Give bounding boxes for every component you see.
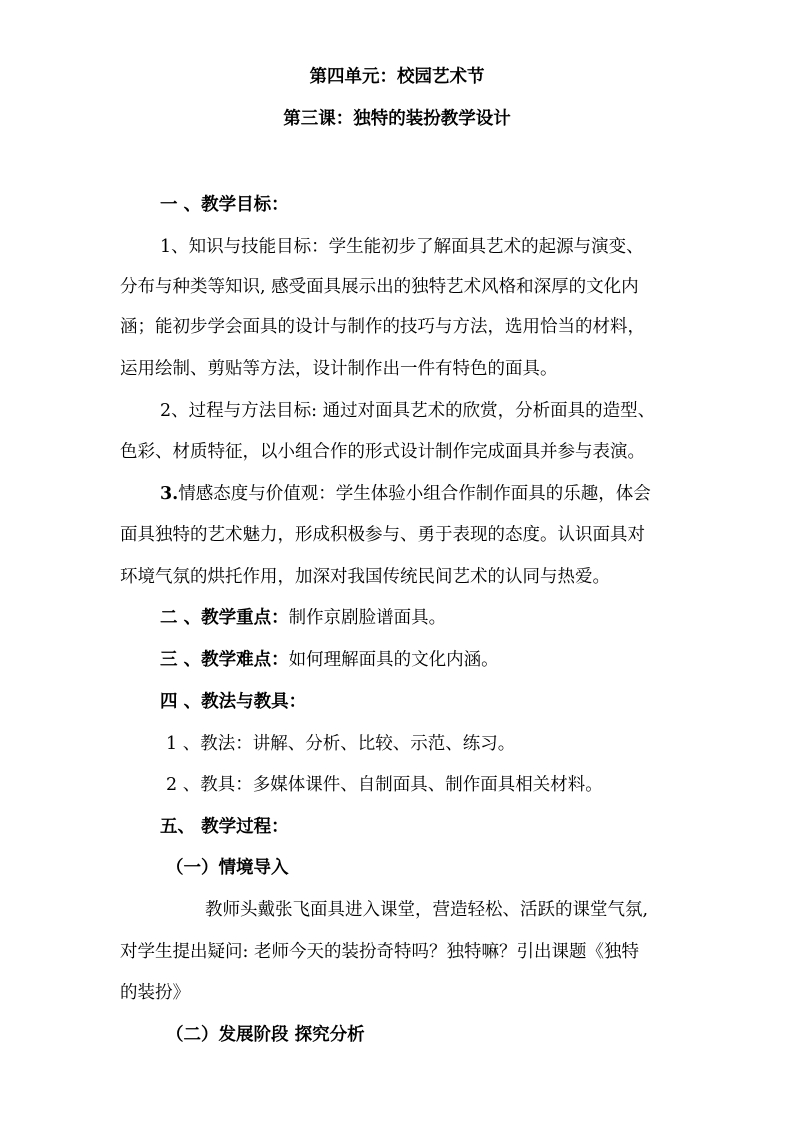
goal-1-line-2: 分布与种类等知识, 感受面具展示出的独特艺术风格和深厚的文化内 xyxy=(120,277,639,297)
goal-1-line-1: 1、知识与技能目标：学生能初步了解面具艺术的起源与演变、 xyxy=(160,237,644,257)
methods-item-1: 1 、教法：讲解、分析、比较、示范、练习。 xyxy=(166,734,516,754)
process-para-line-1: 教师头戴张飞面具进入课堂，营造轻松、活跃的课堂气氛, xyxy=(205,900,649,920)
goal-1-line-4: 运用绘制、剪贴等方法，设计制作出一件有特色的面具。 xyxy=(120,359,558,379)
goal-2-line-1: 2、过程与方法目标: 通过对面具艺术的欣赏，分析面具的造型、 xyxy=(160,401,656,421)
process-sub-heading-1: （一）情境导入 xyxy=(166,858,289,878)
key-point-heading: 二 、教学重点： xyxy=(160,608,289,628)
goal-3-line-3: 环境气氛的烘托作用，加深对我国传统民间艺术的认同与热爱。 xyxy=(120,567,610,587)
process-para-line-2: 对学生提出疑问: 老师今天的装扮奇特吗？独特嘛？引出课题《独特 xyxy=(120,942,639,962)
difficulty-text: 如何理解面具的文化内涵。 xyxy=(288,650,499,670)
process-para-line-3: 的装扮》 xyxy=(120,983,190,1003)
goal-3-line-1 xyxy=(160,482,651,506)
key-point-line xyxy=(160,606,446,630)
process-sub-heading-2: （二）发展阶段 探究分析 xyxy=(166,1025,365,1045)
difficulty-heading: 三 、教学难点： xyxy=(160,650,289,670)
lesson-title: 第三课：独特的装扮教学设计 xyxy=(283,109,511,129)
methods-item-2: 2 、教具：多媒体课件、自制面具、制作面具相关材料。 xyxy=(166,775,603,795)
difficulty-line xyxy=(160,648,499,672)
goal-2-line-2: 色彩、材质特征，以小组合作的形式设计制作完成面具并参与表演。 xyxy=(120,442,645,462)
unit-title: 第四单元：校园艺术节 xyxy=(309,67,485,87)
section-heading-objectives: 一 、教学目标： xyxy=(160,195,289,215)
methods-heading: 四 、教法与教具： xyxy=(160,692,307,712)
goal-1-line-3: 涵；能初步学会面具的设计与制作的技巧与方法，选用恰当的材料， xyxy=(120,317,645,337)
process-heading: 五、 教学过程： xyxy=(160,817,289,837)
goal-3-line-2: 面具独特的艺术魅力，形成积极参与、勇于表现的态度。认识面具对 xyxy=(120,525,645,545)
key-point-text: 制作京剧脸谱面具。 xyxy=(288,608,447,628)
goal-3-text: 情感态度与价值观：学生体验小组合作制作面具的乐趣，体会 xyxy=(178,484,651,504)
goal-3-number: 3. xyxy=(160,484,179,504)
